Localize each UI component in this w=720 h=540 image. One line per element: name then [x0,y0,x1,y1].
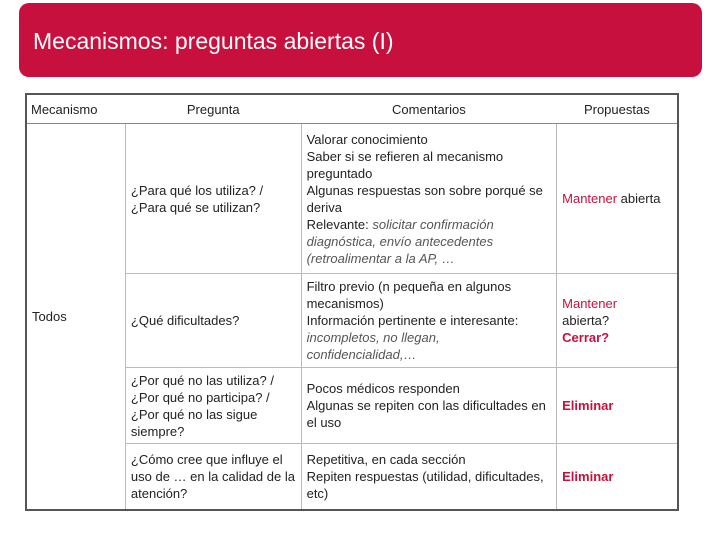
proposal-keyword: Mantener [562,296,618,311]
comment-line: Repiten respuestas (utilidad, dificultades, etc) [306,468,544,501]
comments-cell [301,274,557,368]
mechanisms-table [25,93,679,511]
proposal-cell: Eliminar [557,368,678,444]
proposal-keyword: Mantener [562,191,618,206]
comments-cell [301,368,557,444]
comment-detail: solicitar confirmación diagnóstica, envío antecedentes (retroalimentar a la AP, … [306,216,494,266]
comments-cell [301,124,557,274]
proposal-cell [557,124,678,274]
proposal-alternative: Cerrar? [562,330,610,345]
proposal-rest: abierta [617,191,661,206]
question-cell: ¿Para qué los utiliza? / ¿Para qué se utilizan? [125,124,301,274]
title-banner [19,3,702,77]
comments-cell [301,444,557,510]
page-title: Mecanismos: preguntas abiertas (I) [33,28,394,54]
question-cell: ¿Qué dificultades? [125,274,301,368]
header-propuestas: Propuestas [557,94,678,124]
comment-line: Pocos médicos responden [306,381,460,396]
comment-line: Repetitiva, en cada sección [306,451,466,467]
comment-line: Valorar conocimiento [306,131,428,147]
header-comentarios: Comentarios [301,94,557,124]
comment-detail: incompletos, no llegan, confidencialidad,… [306,330,440,362]
proposal-cell [557,274,678,368]
question-cell: ¿Por qué no las utiliza? / ¿Por qué no participa? / ¿Por qué no las sigue siempre? [125,368,301,444]
question-cell: ¿Cómo cree que influye el uso de … en la calidad de la atención? [125,444,301,510]
header-pregunta: Pregunta [125,94,301,124]
comment-line: Algunas se repiten con las dificultades en el uso [306,398,546,430]
table-row [26,124,678,274]
comment-line: Filtro previo (n pequeña en algunos mecanismos) [306,279,512,311]
mechanism-cell: Todos [26,124,125,510]
comment-label: Relevante: [306,216,373,232]
comment-line [307,312,552,363]
comment-label: Información pertinente e interesante: [306,313,519,328]
proposal-rest: abierta? [562,313,610,328]
comment-line: Algunas respuestas son sobre porqué se deriva [306,182,543,215]
comment-line [307,216,552,267]
header-mecanismo: Mecanismo [26,94,125,124]
proposal-cell: Eliminar [562,468,614,484]
comment-line: Saber si se refieren al mecanismo preguntado [306,148,504,181]
table-header-row [26,94,678,124]
